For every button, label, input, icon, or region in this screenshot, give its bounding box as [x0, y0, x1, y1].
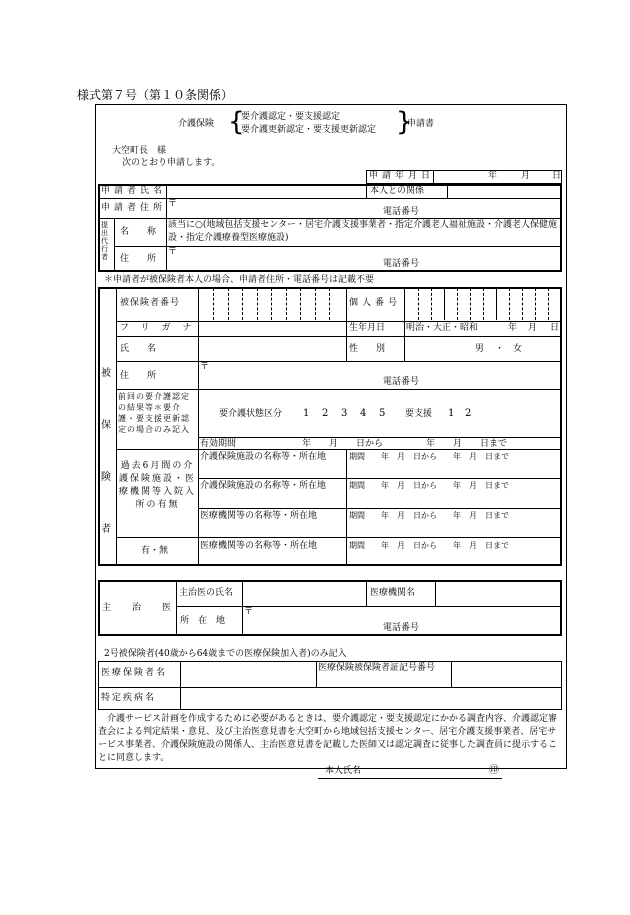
birth-year: 年	[508, 323, 518, 333]
seal-mark: ㊞	[489, 765, 499, 776]
facility-4-period[interactable]: 期間 年 月 日から 年 月 日まで	[349, 541, 509, 550]
valid-to[interactable]: 年 月 日まで	[426, 439, 508, 449]
personal-number-label: 個人番号	[349, 298, 402, 308]
insured-address-field[interactable]	[210, 363, 558, 387]
doctor-section-label: 主 治 医	[102, 603, 178, 613]
support-level-1[interactable]: 1	[448, 408, 455, 419]
applicant-address-label: 申請者住所	[101, 203, 167, 213]
agent-section-label: 提出代行者	[101, 221, 108, 261]
sex-label: 性 別	[349, 344, 386, 354]
furigana-field[interactable]	[200, 323, 344, 335]
agent-address-field[interactable]	[178, 248, 558, 270]
doctor-phone-label: 電話番号	[383, 623, 420, 633]
signature-label: 本人氏名	[325, 766, 362, 776]
insurer-field[interactable]	[182, 663, 314, 685]
left-brace: {	[228, 107, 245, 137]
addressee: 大空町長 様	[112, 146, 167, 156]
insured-section-label: 被保険者	[101, 368, 111, 535]
yes-no-option[interactable]: 有・無	[141, 546, 169, 556]
title-option-1: 要介護認定・要支援認定	[241, 112, 341, 122]
application-date-label: 申請年月日	[369, 171, 435, 181]
relation-label: 本人との関係	[370, 186, 425, 196]
applicant-postal-mark: 〒	[168, 199, 178, 209]
no2-heading: 2号被保険者(40歳から64歳までの医療保険加入者)のみ記入	[104, 649, 347, 659]
title-suffix: 申請書	[407, 119, 435, 129]
birth-day: 日	[550, 323, 560, 333]
applicant-name-field[interactable]	[168, 186, 364, 197]
facility-3-label: 医療機関等の名称等・所在地	[200, 511, 318, 521]
institution-label: 医療機関名	[370, 588, 416, 598]
doctor-address-field[interactable]	[254, 608, 558, 634]
facility-2-label: 介護保険施設の名称等・所在地	[200, 481, 327, 491]
support-level-2[interactable]: 2	[465, 408, 472, 419]
agent-postal-mark: 〒	[168, 247, 178, 257]
doctor-address-label: 所 在 地	[180, 616, 226, 626]
sex-female[interactable]: 女	[513, 344, 523, 354]
birth-label: 生年月日	[349, 323, 386, 333]
applicant-name-label: 申請者氏名	[101, 186, 167, 196]
insurer-label: 医療保険者名	[101, 668, 168, 678]
previous-result-label: 前回の要介護認定の結果等＊要介護・要支援更新認定の場合のみ記入	[118, 392, 190, 434]
sex-male[interactable]: 男	[475, 344, 485, 354]
insured-name-field[interactable]	[200, 338, 344, 360]
facility-3-period[interactable]: 期間 年 月 日から 年 月 日まで	[349, 511, 509, 520]
past-six-months-label: 過去6月間の介護保険施設・医療機関等入院入所の有無	[119, 461, 197, 510]
disease-field[interactable]	[182, 689, 558, 708]
insured-number-label: 被保険者番号	[120, 298, 181, 308]
facility-1-label: 介護保険施設の名称等・所在地	[200, 452, 327, 462]
facility-4-label: 医療機関等の名称等・所在地	[200, 541, 318, 551]
agent-name-label: 名 称	[120, 227, 157, 237]
agent-phone-label: 電話番号	[383, 259, 420, 269]
relation-field[interactable]	[449, 186, 559, 197]
sex-separator: ・	[495, 344, 505, 354]
form-number: 様式第７号（第１０条関係）	[77, 88, 234, 102]
agent-name-note[interactable]: 該当に○(地域包括支援センター・居宅介護支援事業者・指定介護老人福祉施設・介護老人保健施設・指定介護療養型医療施設)	[168, 220, 558, 243]
right-brace: }	[396, 107, 413, 137]
insured-number-field[interactable]	[199, 288, 345, 320]
doctor-name-field[interactable]	[244, 582, 364, 604]
intro-text: 次のとおり申請します。	[122, 158, 221, 168]
application-date-month: 月	[521, 171, 531, 181]
applicant-address-field[interactable]	[178, 199, 558, 217]
insured-name-label: 氏 名	[120, 344, 157, 354]
valid-from[interactable]: 年 月 日から	[302, 439, 384, 449]
facility-2-period[interactable]: 期間 年 月 日から 年 月 日まで	[349, 481, 509, 490]
application-date-year: 年	[488, 171, 498, 181]
insured-postal-mark: 〒	[200, 362, 210, 372]
care-level-4[interactable]: 4	[360, 408, 367, 419]
facility-1-period[interactable]: 期間 年 月 日から 年 月 日まで	[349, 452, 509, 461]
birth-month: 月	[528, 323, 538, 333]
agent-address-label: 住 所	[120, 254, 157, 264]
consent-text: 介護サービス計画を作成するために必要があるときは、要介護認定・要支援認定にかかる調査内容、介護認定審査会による判定結果・意見、及び主治医意見書を大空町から地域包括支援センター、居宅介護支援事業者、居宅サービス事業者、介護保険施設の関係人、主治医意見書を記載した医師又は認定調査に従事した調査員に提示することに同意します。	[98, 714, 558, 763]
support-label: 要支援	[405, 409, 433, 419]
care-level-3[interactable]: 3	[341, 408, 348, 419]
doctor-postal-mark: 〒	[244, 607, 254, 617]
institution-field[interactable]	[437, 582, 559, 604]
card-number-field[interactable]	[453, 663, 559, 685]
care-level-2[interactable]: 2	[322, 408, 329, 419]
doctor-name-label: 主治医の氏名	[179, 588, 234, 598]
note-insured-same: ＊申請者が被保険者本人の場合、申請者住所・電話番号は記載不要	[104, 275, 375, 285]
care-level-label: 要介護状態区分	[219, 409, 283, 419]
furigana-label: フリガナ	[120, 323, 204, 333]
disease-label: 特定疾病名	[101, 693, 157, 703]
insured-address-label: 住 所	[120, 371, 157, 381]
applicant-phone-label: 電話番号	[383, 207, 420, 217]
insured-phone-label: 電話番号	[383, 377, 420, 387]
application-date-day: 日	[552, 171, 562, 181]
care-level-5[interactable]: 5	[379, 408, 386, 419]
personal-number-field[interactable]	[405, 288, 561, 320]
title-prefix: 介護保険	[178, 119, 215, 129]
care-level-1[interactable]: 1	[303, 408, 310, 419]
title-option-2: 要介護更新認定・要支援更新認定	[241, 125, 377, 135]
era-options[interactable]: 明治・大正・昭和	[406, 323, 479, 333]
valid-period-label: 有効期間	[200, 439, 237, 449]
signature-field[interactable]	[368, 764, 486, 776]
card-number-label: 医療保険被保険者証記号番号	[318, 663, 436, 673]
